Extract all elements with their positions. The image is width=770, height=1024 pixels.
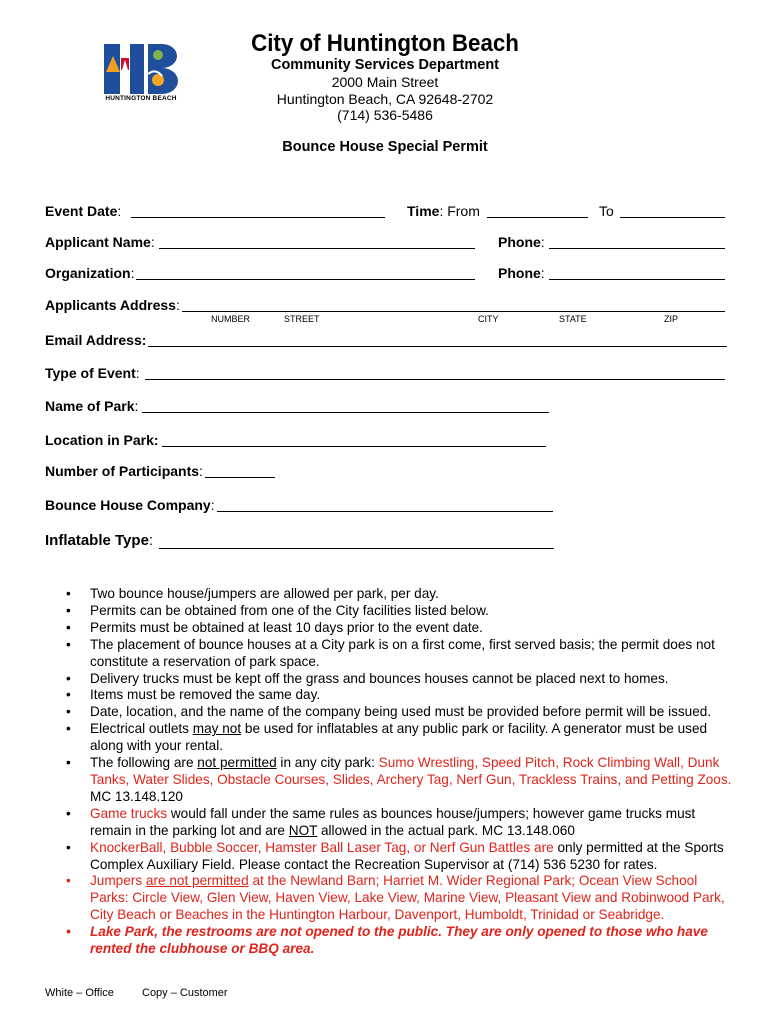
inflatable-field[interactable] (159, 548, 554, 549)
participants-label: Number of Participants: (45, 463, 203, 479)
time-to-field[interactable] (620, 217, 725, 218)
event-type-field[interactable] (145, 379, 725, 380)
event-date-field[interactable] (131, 217, 385, 218)
rule-item: • Permits can be obtained from one of the City facilities listed below. (66, 603, 736, 620)
applicant-name-field[interactable] (159, 248, 475, 249)
participants-field[interactable] (205, 477, 275, 478)
permit-title: Bounce House Special Permit (282, 139, 488, 155)
phone-label: Phone: (498, 234, 545, 250)
logo-caption: HUNTINGTON BEACH (105, 95, 177, 102)
city-state-zip: Huntington Beach, CA 92648-2702 (276, 91, 494, 107)
time-to-label: To (599, 203, 614, 219)
rule-item: • The placement of bounce houses at a City park is on a first come, first served basis; the permit does not constitute a reservation of park space. (66, 637, 736, 671)
rule-item: • KnockerBall, Bubble Soccer, Hamster Ball Laser Tag, or Nerf Gun Battles are only permitted at the Sports Complex Auxiliary Field. Please contact the Recreation Supervisor at (714) 536 5230 for rates. (66, 840, 736, 874)
address-zip-caption: ZIP (664, 314, 679, 324)
street-address: 2000 Main Street (331, 74, 439, 90)
rule-item: • Game trucks would fall under the same rules as bounces house/jumpers; however game trucks must remain in the parking lot and are NOT allowed in the actual park. MC 13.148.060 (66, 806, 736, 840)
department-name: Community Services Department (270, 57, 500, 73)
email-label: Email Address: (45, 332, 147, 348)
phone-field[interactable] (549, 248, 725, 249)
rule-item: • Delivery trucks must be kept off the grass and bounces houses cannot be placed next to homes. (66, 671, 736, 688)
rule-item: • The following are not permitted in any city park: Sumo Wrestling, Speed Pitch, Rock Climbing Wall, Dunk Tanks, Water Slides, Obstacle Courses, Slides, Archery Tag, Nerf Gun, Trackless Trains, and Petting Zoos. MC 13.148.120 (66, 755, 736, 806)
rule-item: • Electrical outlets may not be used for inflatables at any public park or facility. A generator must be used along with your rental. (66, 721, 736, 755)
phone2-label: Phone: (498, 265, 545, 281)
phone-number: (714) 536-5486 (337, 107, 433, 123)
rules-list (66, 586, 736, 958)
address-city-caption: CITY (478, 314, 499, 324)
address-number-caption: NUMBER (211, 314, 251, 324)
rule-item: • Lake Park, the restrooms are not opened to the public. They are only opened to those who have rented the clubhouse or BBQ area. (66, 924, 736, 958)
event-type-label: Type of Event: (45, 365, 140, 381)
city-title: City of Huntington Beach (251, 30, 519, 57)
location-field[interactable] (162, 446, 546, 447)
company-field[interactable] (217, 511, 553, 512)
rule-item: • Two bounce house/jumpers are allowed per park, per day. (66, 586, 736, 603)
address-label: Applicants Address: (45, 297, 180, 313)
organization-field[interactable] (136, 279, 475, 280)
phone2-field[interactable] (549, 279, 725, 280)
company-label: Bounce House Company: (45, 497, 215, 513)
footer-white-copy: White – Office (45, 987, 114, 999)
applicant-name-label: Applicant Name: (45, 234, 155, 250)
address-state-caption: STATE (559, 314, 587, 324)
location-label: Location in Park: (45, 432, 159, 448)
rule-item: • Permits must be obtained at least 10 days prior to the event date. (66, 620, 736, 637)
address-field[interactable] (182, 311, 725, 312)
park-name-label: Name of Park: (45, 398, 139, 414)
address-street-caption: STREET (284, 314, 320, 324)
time-label: Time: From (407, 203, 480, 219)
time-from-field[interactable] (487, 217, 588, 218)
inflatable-label: Inflatable Type: (45, 532, 154, 549)
organization-label: Organization: (45, 265, 135, 281)
rule-item: • Date, location, and the name of the company being used must be provided before permit will be issued. (66, 704, 736, 721)
event-date-label: Event Date: (45, 203, 122, 219)
rule-item: • Items must be removed the same day. (66, 687, 736, 704)
park-name-field[interactable] (142, 412, 549, 413)
footer-customer-copy: Copy – Customer (142, 987, 228, 999)
email-field[interactable] (148, 346, 727, 347)
rule-item: • Jumpers are not permitted at the Newland Barn; Harriet M. Wider Regional Park; Ocean View School Parks: Circle View, Glen View, Haven View, Lake View, Marine View, Pleasant View and Robinwood Park, City Beach or Beaches in the Huntington Harbour, Davenport, Humboldt, Trinidad or Seabridge. (66, 873, 736, 924)
